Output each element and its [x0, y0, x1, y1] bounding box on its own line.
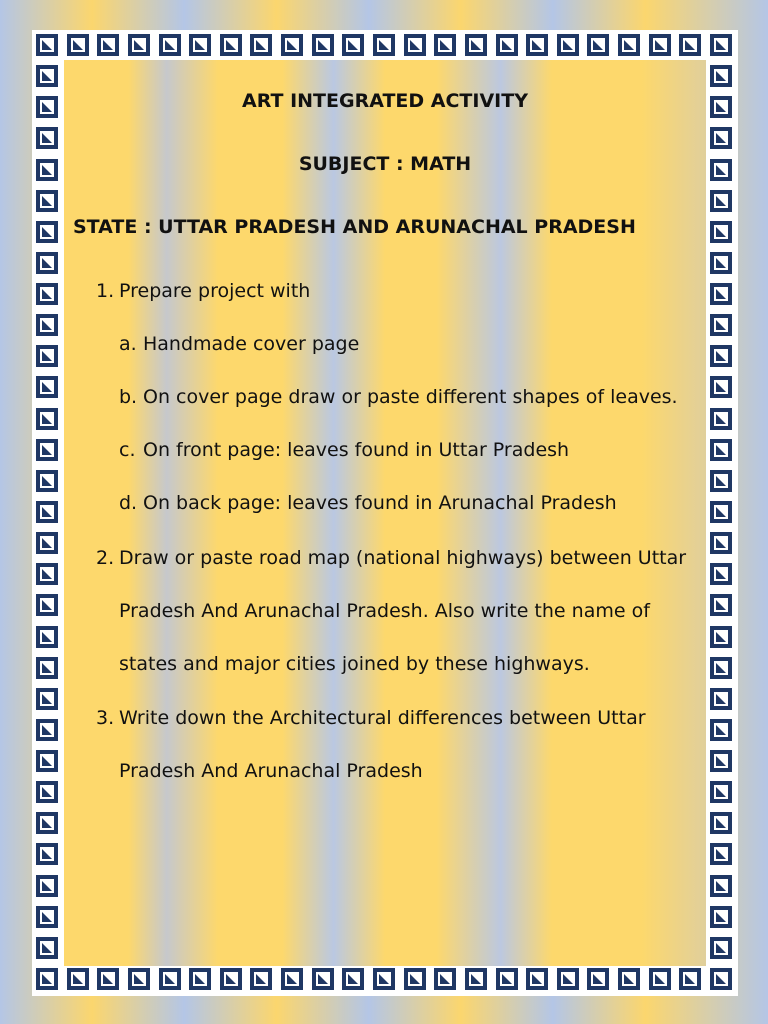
state-heading: STATE : UTTAR PRADESH AND ARUNACHAL PRADESH [73, 216, 636, 238]
item-2-line-1: Draw or paste road map (national highways) between Uttar [119, 547, 687, 569]
item-3-line-1: Write down the Architectural differences between Uttar [119, 707, 646, 729]
item-3-line-2: Pradesh And Arunachal Pradesh [119, 760, 423, 782]
subitem-a-letter: a. [119, 333, 137, 355]
subitem-b-letter: b. [119, 386, 138, 408]
item-1-number: 1. [96, 280, 115, 302]
item-2-line-2: Pradesh And Arunachal Pradesh. Also write the name of [119, 600, 650, 622]
subitem-b-text: On cover page draw or paste different shapes of leaves. [143, 386, 678, 408]
item-1-line-1: Prepare project with [119, 280, 311, 302]
subitem-d-letter: d. [119, 492, 138, 514]
item-2-line-3: states and major cities joined by these highways. [119, 653, 590, 675]
subitem-c-letter: c. [119, 439, 136, 461]
subitem-d-text: On back page: leaves found in Arunachal Pradesh [143, 492, 617, 514]
item-2-number: 2. [96, 547, 115, 569]
item-3-number: 3. [96, 707, 115, 729]
subject-heading: SUBJECT : MATH [298, 153, 472, 175]
subitem-a-text: Handmade cover page [143, 333, 360, 355]
subitem-c-text: On front page: leaves found in Uttar Pradesh [143, 439, 570, 461]
document-title: ART INTEGRATED ACTIVITY [242, 90, 528, 112]
